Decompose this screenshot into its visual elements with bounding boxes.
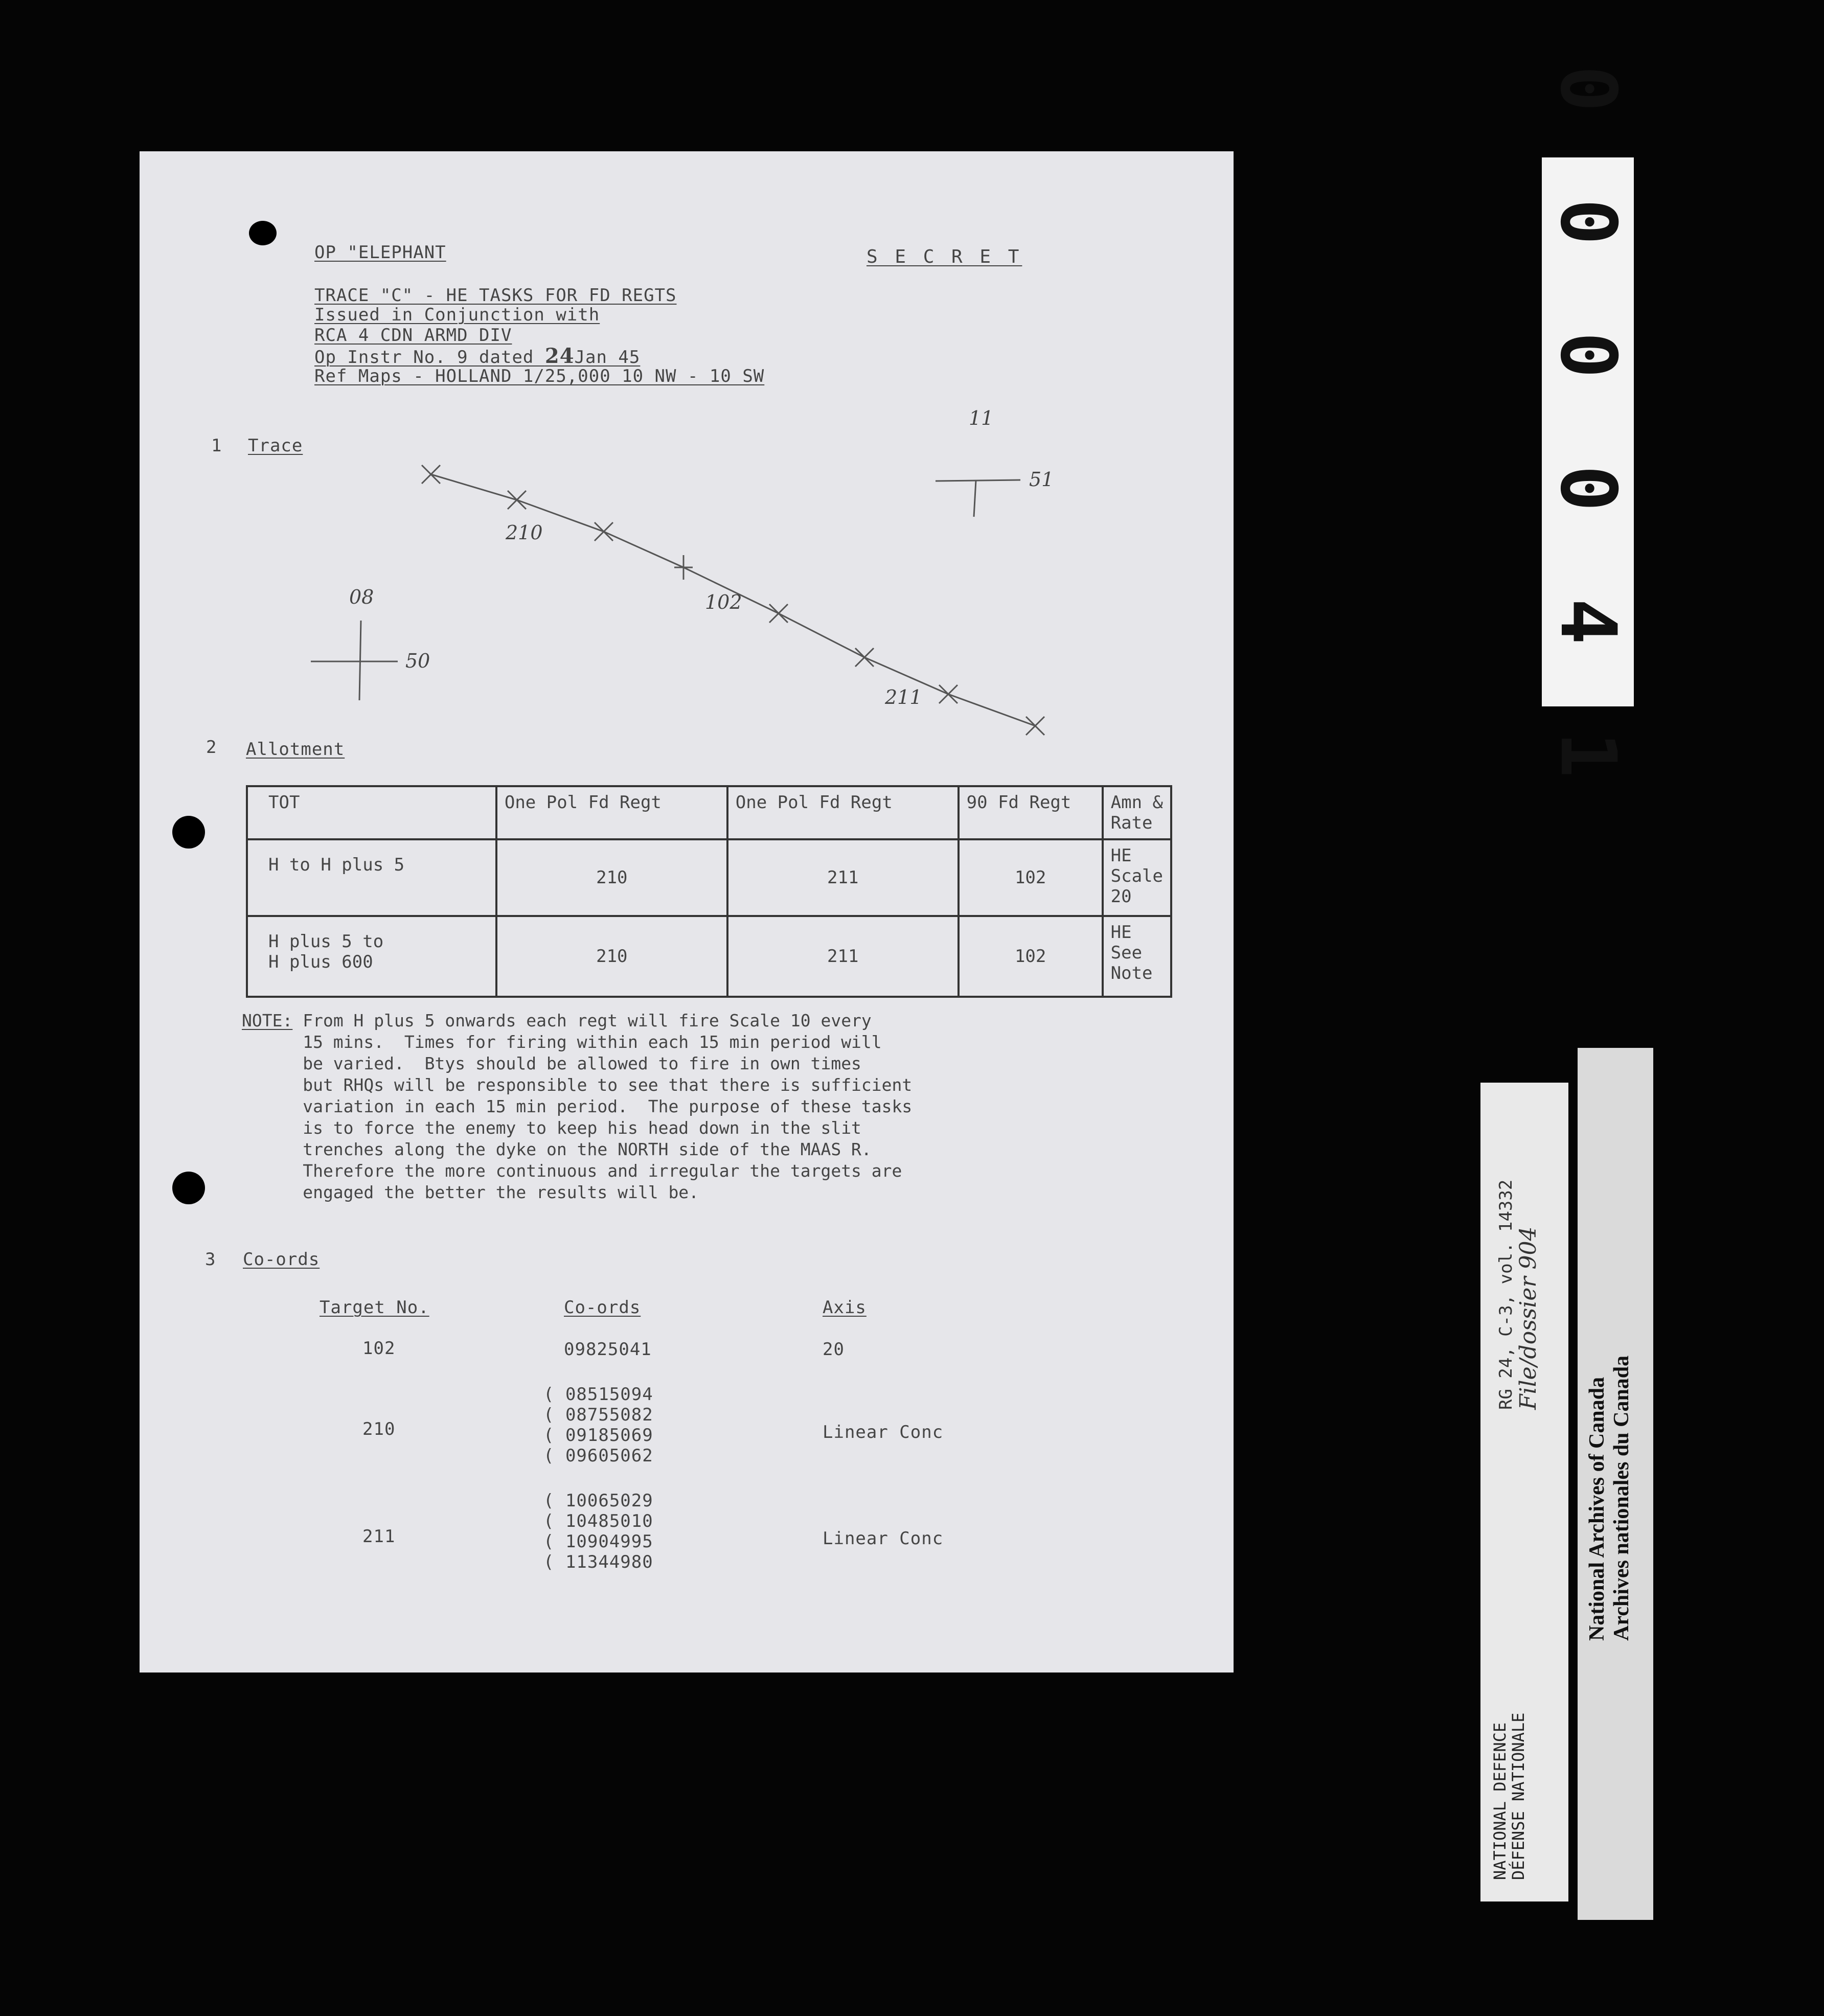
table-cell: 210 <box>496 916 727 997</box>
axis-value: Linear Conc <box>823 1528 944 1549</box>
table-header: TOT <box>247 786 496 839</box>
target-label: 211 <box>885 686 922 708</box>
coords-value: ( 09605062 <box>543 1446 653 1466</box>
section-number: 3 <box>205 1249 216 1270</box>
target-number: 210 <box>362 1419 396 1439</box>
table-cell: HE See Note <box>1103 916 1171 997</box>
section-number: 1 <box>211 436 222 456</box>
coords-value: ( 10065029 <box>543 1491 653 1511</box>
table-header: One Pol Fd Regt <box>496 786 727 839</box>
table-cell: H to H plus 5 <box>247 839 496 916</box>
archive-name-fr: Archives nationales du Canada <box>1610 1355 1633 1641</box>
table-header: Amn & Rate <box>1103 786 1171 839</box>
target-label: 210 <box>506 521 543 544</box>
table-cell: 211 <box>727 839 959 916</box>
grid-label: 51 <box>1029 468 1054 491</box>
coords-header: Target No. <box>320 1297 429 1318</box>
coords-value: ( 08515094 <box>543 1384 653 1405</box>
grid-reference-sw <box>311 621 398 700</box>
allotment-table <box>246 785 1172 998</box>
section-number: 2 <box>206 737 217 758</box>
grid-label: 50 <box>405 650 430 672</box>
archive-ref: RG 24, C-3, vol. 14332 <box>1496 1179 1516 1410</box>
table-cell: 211 <box>727 916 959 997</box>
op-instr-line: Op Instr No. 9 dated 24Jan 45 <box>314 344 641 368</box>
grid-label: 11 <box>969 407 994 429</box>
grid-label: 08 <box>349 586 374 608</box>
frame-number-strip <box>1542 65 1634 798</box>
frame-number: 0 0 0 0 4 1 <box>1543 65 1632 798</box>
trace-diagram <box>140 151 1234 765</box>
table-cell: 102 <box>959 839 1103 916</box>
table-cell: HE Scale 20 <box>1103 839 1171 916</box>
axis-value: 20 <box>823 1339 845 1360</box>
department-en: NATIONAL DEFENCE <box>1490 1722 1510 1880</box>
ref-maps-line: Ref Maps - HOLLAND 1/25,000 10 NW - 10 SW <box>314 366 765 386</box>
punch-hole <box>172 1172 205 1204</box>
table-row <box>247 839 1171 916</box>
punch-hole <box>172 816 205 849</box>
table-cell: 102 <box>959 916 1103 997</box>
coords-value: ( 11344980 <box>543 1552 653 1572</box>
axis-value: Linear Conc <box>823 1422 944 1442</box>
table-header: 90 Fd Regt <box>959 786 1103 839</box>
issued-line: Issued in Conjunction with <box>314 305 600 325</box>
coords-value: ( 10485010 <box>543 1511 653 1531</box>
note-text: From H plus 5 onwards each regt will fire Scale 10 every 15 mins. Times for firing within each 15 min period will be varied. Btys should be allowed to fire in own times but RHQs will be responsible to see that there is sufficient variation in each 15 min period. The purpose of these tasks is to force the enemy to keep his head down in the slit trenches along the dyke on the NORTH side of the MAAS R. Therefore the more continuous and irregular the targets are engaged the better the results will be. <box>303 1011 913 1202</box>
coords-value: 09825041 <box>564 1339 652 1360</box>
department-fr: DÉFENSE NATIONALE <box>1509 1712 1528 1880</box>
coords-value: ( 08755082 <box>543 1405 653 1425</box>
archive-name-tab <box>1578 1048 1653 1920</box>
note <box>242 1010 912 1203</box>
coords-value: ( 09185069 <box>543 1425 653 1446</box>
table-header: One Pol Fd Regt <box>727 786 959 839</box>
coords-value: ( 10904995 <box>543 1531 653 1552</box>
table-row <box>247 916 1171 997</box>
table-header-row <box>247 786 1171 839</box>
classification: S E C R E T <box>867 246 1022 267</box>
archive-reference-tab <box>1480 1083 1568 1902</box>
archive-name-en: National Archives of Canada <box>1585 1377 1609 1641</box>
archive-file: File/dossier 904 <box>1515 1226 1541 1410</box>
target-number: 102 <box>362 1338 396 1359</box>
trace-title: TRACE "C" - HE TASKS FOR FD REGTS <box>314 285 677 306</box>
table-cell: H plus 5 to H plus 600 <box>247 916 496 997</box>
table-cell: 210 <box>496 839 727 916</box>
section-title-trace: Trace <box>248 436 303 456</box>
target-label: 102 <box>705 591 742 613</box>
section-title-coords: Co-ords <box>243 1249 320 1270</box>
coords-header: Axis <box>823 1297 867 1318</box>
section-title-allotment: Allotment <box>246 739 345 760</box>
op-name: OP "ELEPHANT <box>314 242 446 263</box>
target-number: 211 <box>362 1526 396 1547</box>
note-label: NOTE: <box>242 1011 293 1030</box>
document-page <box>140 151 1234 1673</box>
division-line: RCA 4 CDN ARMD DIV <box>314 325 512 346</box>
coords-header: Co-ords <box>564 1297 641 1318</box>
grid-reference-ne <box>936 480 1020 517</box>
